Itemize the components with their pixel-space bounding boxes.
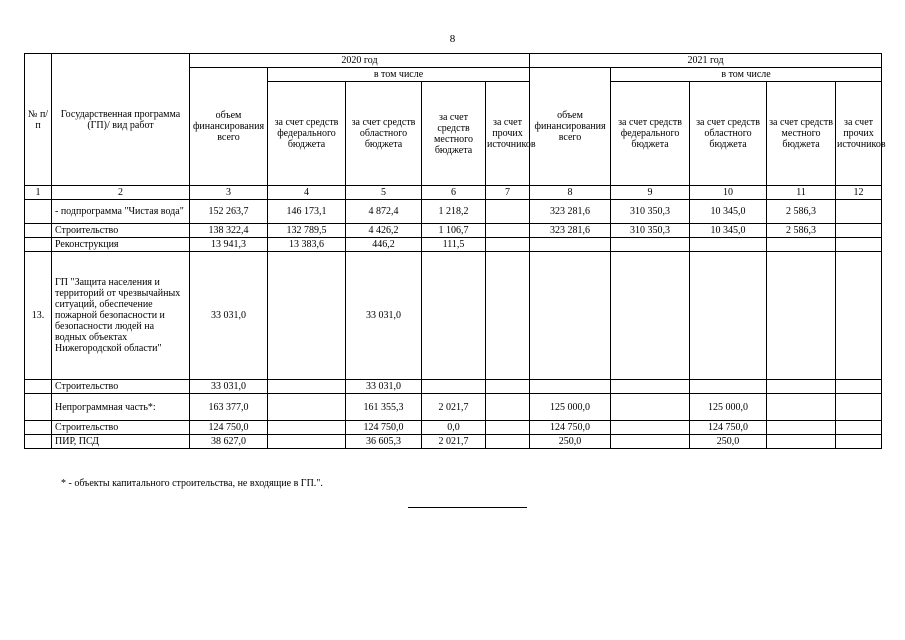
row-value: 124 750,0 xyxy=(346,421,422,435)
row-value xyxy=(836,421,882,435)
header-federal-2020: за счет средств федерального бюджета xyxy=(268,82,346,186)
header-program: Государственная программа (ГП)/ вид работ xyxy=(52,54,190,186)
row-value xyxy=(422,380,486,394)
row-value: 1 106,7 xyxy=(422,224,486,238)
col-index: 1 xyxy=(25,186,52,200)
row-value xyxy=(836,394,882,421)
row-value: 10 345,0 xyxy=(690,200,767,224)
row-name: - подпрограмма "Чистая вода" xyxy=(52,200,190,224)
table-row xyxy=(25,200,882,224)
header-local-2021: за счет средств местного бюджета xyxy=(767,82,836,186)
row-value xyxy=(611,238,690,252)
row-value xyxy=(767,421,836,435)
row-value: 10 345,0 xyxy=(690,224,767,238)
row-name: Строительство xyxy=(52,380,190,394)
row-value xyxy=(690,252,767,380)
row-value: 33 031,0 xyxy=(346,380,422,394)
header-total-2021: объем финансирования всего xyxy=(530,68,611,186)
col-index: 6 xyxy=(422,186,486,200)
row-value xyxy=(486,380,530,394)
row-value: 38 627,0 xyxy=(190,435,268,449)
row-value xyxy=(486,435,530,449)
row-value xyxy=(486,394,530,421)
row-value: 124 750,0 xyxy=(690,421,767,435)
row-value: 124 750,0 xyxy=(530,421,611,435)
row-value xyxy=(836,238,882,252)
row-value xyxy=(836,380,882,394)
row-name: ГП "Защита населения и территорий от чрезвычайных ситуаций, обеспечение пожарной безопасности и безопасности людей на водных объектах Нижегородской области" xyxy=(52,252,190,380)
row-value xyxy=(836,252,882,380)
table-row xyxy=(25,394,882,421)
row-number xyxy=(25,435,52,449)
budget-table xyxy=(24,53,886,449)
row-value xyxy=(486,238,530,252)
row-number xyxy=(25,421,52,435)
row-value xyxy=(486,224,530,238)
row-value: 125 000,0 xyxy=(690,394,767,421)
col-index: 3 xyxy=(190,186,268,200)
row-number xyxy=(25,200,52,224)
row-value xyxy=(611,421,690,435)
col-index: 8 xyxy=(530,186,611,200)
header-other-2020: за счет прочих источников xyxy=(486,82,530,186)
header-year-2021: 2021 год xyxy=(530,54,882,68)
row-value xyxy=(690,238,767,252)
header-federal-2021: за счет средств федерального бюджета xyxy=(611,82,690,186)
table-row xyxy=(25,380,882,394)
row-value: 13 383,6 xyxy=(268,238,346,252)
row-value xyxy=(767,394,836,421)
row-value xyxy=(690,380,767,394)
row-value xyxy=(268,394,346,421)
row-value: 138 322,4 xyxy=(190,224,268,238)
row-value xyxy=(486,252,530,380)
closing-rule xyxy=(408,507,527,508)
row-value: 250,0 xyxy=(530,435,611,449)
header-local-2020: за счет средств местного бюджета xyxy=(422,82,486,186)
row-value: 33 031,0 xyxy=(190,380,268,394)
row-value: 152 263,7 xyxy=(190,200,268,224)
row-value: 2 586,3 xyxy=(767,224,836,238)
row-name: ПИР, ПСД xyxy=(52,435,190,449)
row-value: 446,2 xyxy=(346,238,422,252)
row-value xyxy=(530,252,611,380)
col-index: 2 xyxy=(52,186,190,200)
row-value: 2 586,3 xyxy=(767,200,836,224)
row-value xyxy=(767,238,836,252)
col-index: 11 xyxy=(767,186,836,200)
row-value: 161 355,3 xyxy=(346,394,422,421)
row-value: 2 021,7 xyxy=(422,435,486,449)
row-value xyxy=(836,224,882,238)
row-name: Непрограммная часть*: xyxy=(52,394,190,421)
row-value xyxy=(611,252,690,380)
header-including-2021: в том числе xyxy=(611,68,882,82)
row-value xyxy=(268,380,346,394)
page-number: 8 xyxy=(449,33,456,45)
row-value: 4 426,2 xyxy=(346,224,422,238)
column-index-row xyxy=(25,186,882,200)
table-row xyxy=(25,238,882,252)
row-value xyxy=(611,380,690,394)
row-value xyxy=(767,435,836,449)
col-index: 7 xyxy=(486,186,530,200)
row-number xyxy=(25,224,52,238)
row-value xyxy=(611,394,690,421)
row-name: Реконструкция xyxy=(52,238,190,252)
footnote: * - объекты капитального строительства, не входящие в ГП.". xyxy=(61,478,323,489)
row-value: 1 218,2 xyxy=(422,200,486,224)
row-value: 111,5 xyxy=(422,238,486,252)
header-other-2021: за счет прочих источников xyxy=(836,82,882,186)
row-number: 13. xyxy=(25,252,52,380)
header-no: № п/п xyxy=(25,54,52,186)
row-value: 310 350,3 xyxy=(611,224,690,238)
col-index: 10 xyxy=(690,186,767,200)
col-index: 9 xyxy=(611,186,690,200)
row-value xyxy=(530,380,611,394)
row-value: 33 031,0 xyxy=(190,252,268,380)
row-value xyxy=(530,238,611,252)
row-value: 132 789,5 xyxy=(268,224,346,238)
table-row xyxy=(25,421,882,435)
row-value: 323 281,6 xyxy=(530,224,611,238)
row-value xyxy=(268,421,346,435)
header-including-2020: в том числе xyxy=(268,68,530,82)
row-value xyxy=(268,252,346,380)
row-name: Строительство xyxy=(52,224,190,238)
row-value xyxy=(611,435,690,449)
row-value xyxy=(767,252,836,380)
row-value xyxy=(486,200,530,224)
row-name: Строительство xyxy=(52,421,190,435)
row-value: 323 281,6 xyxy=(530,200,611,224)
table-row xyxy=(25,252,882,380)
header-regional-2021: за счет средств областного бюджета xyxy=(690,82,767,186)
row-value: 124 750,0 xyxy=(190,421,268,435)
row-value: 33 031,0 xyxy=(346,252,422,380)
row-value xyxy=(422,252,486,380)
row-value: 163 377,0 xyxy=(190,394,268,421)
row-value: 146 173,1 xyxy=(268,200,346,224)
row-value xyxy=(836,200,882,224)
row-number xyxy=(25,394,52,421)
row-value: 0,0 xyxy=(422,421,486,435)
row-value: 36 605,3 xyxy=(346,435,422,449)
row-number xyxy=(25,380,52,394)
row-value: 4 872,4 xyxy=(346,200,422,224)
row-value xyxy=(486,421,530,435)
header-total-2020: объем финансирования всего xyxy=(190,68,268,186)
col-index: 12 xyxy=(836,186,882,200)
row-value xyxy=(836,435,882,449)
header-regional-2020: за счет средств областного бюджета xyxy=(346,82,422,186)
header-year-2020: 2020 год xyxy=(190,54,530,68)
row-value: 125 000,0 xyxy=(530,394,611,421)
table-row xyxy=(25,224,882,238)
row-value: 2 021,7 xyxy=(422,394,486,421)
row-value xyxy=(268,435,346,449)
row-value: 13 941,3 xyxy=(190,238,268,252)
row-value: 310 350,3 xyxy=(611,200,690,224)
table-row xyxy=(25,435,882,449)
col-index: 5 xyxy=(346,186,422,200)
row-value xyxy=(767,380,836,394)
col-index: 4 xyxy=(268,186,346,200)
row-number xyxy=(25,238,52,252)
row-value: 250,0 xyxy=(690,435,767,449)
